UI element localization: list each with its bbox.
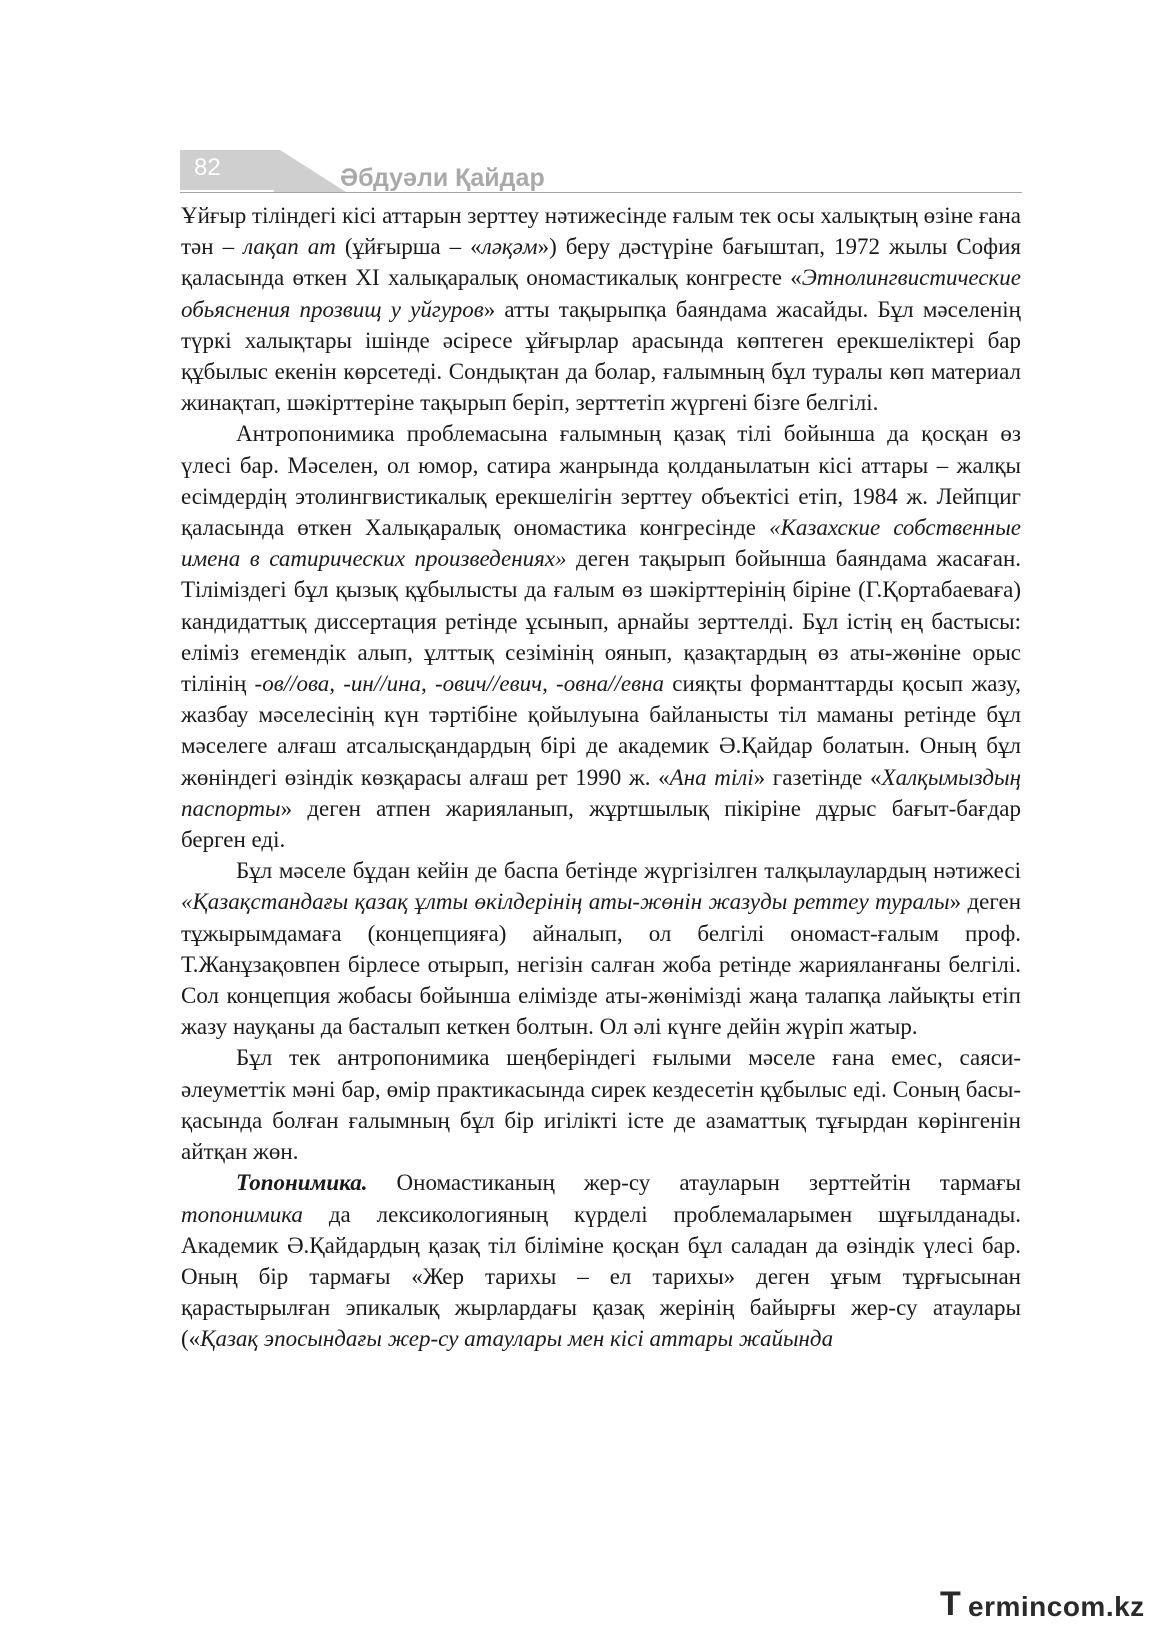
text-run: Бұл тек антропонимика шеңберіндегі ғылыми мәселе ғана емес, саяси-әлеуметтік мәні бар, өмір практикасында сирек кездесетін құбылыс еді. Соның басы-қасында болған ғалымның бұл бір игілікті істе де азаматтық тұғырдан көрінгенін айтқан жөн. <box>181 1045 1021 1165</box>
emphasized-text: «Казахские собственные имена в сатирических произведениях» <box>181 515 1021 572</box>
emphasized-text: Ана тілі <box>669 764 754 790</box>
text-run: сияқты форманттарды қосып жазу, жазбау мәселесінің күн тәртібіне қойылуына байланысты тіл маманы ретінде бұл мәселеге алғаш атсалысқандардың бірі де академик Ә.Қайдар болатын. Оның бұл жөніндегі өзіндік көзқарасы алғаш рет 1990 ж. « <box>181 671 1021 790</box>
logo-initial: T <box>940 1585 961 1623</box>
text-run: (ұйғырша – « <box>335 234 482 260</box>
paragraph <box>181 1042 1021 1167</box>
text-run: деген тақырып бойынша баяндама жасаған. Тіліміздегі бұл қызық құбылысты да ғалым өз шәкірттерінің біріне (Г.Қортабаеваға) кандидаттық диссертация ретінде ұсынып, арнайы зерттелді. Бұл істің ең бастысы: еліміз егемендік алып, ұлттық сезімінің оянып, қазақтардың өз аты-жөніне орыс тілінің <box>181 546 1021 697</box>
paragraph <box>181 200 1021 418</box>
text-run: Антропонимика проблемасына ғалымның қазақ тілі бойынша да қосқан өз үлесі бар. Мәселен, ол юмор, сатира жанрында қолданылатын кісі аттары – жалқы есімдердің этолингвистикалық ерекшелігін зерттеу объектісі етіп, 1984 ж. Лейпциг қаласында өткен Халықаралық ономастика конгресінде <box>181 421 1021 541</box>
emphasized-text: ләқәм <box>481 234 538 260</box>
text-run: » деген атпен жарияланып, жұртшылық пікіріне дұрыс бағыт-бағдар берген еді. <box>181 795 1021 853</box>
text-run: Ономастиканың жер-су атауларын зерттейтін тармағы <box>367 1170 1021 1196</box>
text-run: Ұйғыр тіліндегі кісі аттарын зерттеу нәтижесінде ғалым тек осы халықтың өзіне ғана тән – <box>181 203 1022 260</box>
paragraph <box>181 1167 1021 1354</box>
text-run: » газетінде « <box>753 764 882 790</box>
emphasized-text: Қазақ эпосындағы жер-су атаулары мен кісі аттары жайында <box>200 1326 834 1352</box>
running-title: Әбдуәли Қайдар <box>340 164 545 192</box>
emphasized-text: -ов//ова, -ин//ина, -ович//евич, -овна//евна <box>254 671 664 697</box>
site-logo <box>940 1585 1145 1625</box>
emphasized-text: «Қазақстандағы қазақ ұлты өкілдерінің аты-жөнін жазуды реттеу туралы <box>181 889 950 915</box>
emphasized-text: Халқымыздың паспорты <box>181 764 1021 821</box>
text-run: ») беру дәстүріне бағыштап, 1972 жылы София қаласында өткен XI халықаралық ономастикалық конгресте « <box>181 234 1021 291</box>
page-header <box>180 150 1020 200</box>
emphasized-text: Топонимика. <box>236 1170 368 1196</box>
page-number: 82 <box>194 154 221 181</box>
paragraph <box>181 418 1021 855</box>
body-text <box>181 200 1021 1355</box>
emphasized-text: топонимика <box>181 1201 303 1227</box>
logo-text: ermincom.kz <box>968 1591 1145 1622</box>
text-run: да лексикологияның күрделі проблемаларымен шұғылданады. Академик Ә.Қайдардың қазақ тіл біліміне қосқан бұл саладан да өзіндік үлесі бар. Оның бір тармағы «Жер тарихы – ел тарихы» деген ұғым тұрғысынан қарастырылған эпикалық жырлардағы қазақ жерінің байырғы жер-су атаулары (« <box>181 1201 1021 1352</box>
paragraph <box>181 855 1021 1042</box>
text-run: » деген тұжырымдамаға (концепцияға) айналып, ол белгілі ономаст-ғалым проф. Т.Жанұзақовпен бірлесе отырып, негізін салған жоба ретінде жарияланғаны белгілі. Сол концепция жобасы бойынша елімізде аты-жөнімізді жаңа талапқа лайықты етіп жазу науқаны да басталып кеткен болтын. Ол әлі күнге дейін жүріп жатыр. <box>181 889 1022 1040</box>
text-run: Бұл мәселе бұдан кейін де баспа бетінде жүргізілген талқылаулардың нәтижесі <box>236 858 1021 884</box>
emphasized-text: лақап ат <box>243 234 336 260</box>
header-rule <box>180 192 1022 193</box>
emphasized-text: Этнолингвистические обьяснения прозвищ у уйгуров <box>181 265 1021 322</box>
text-run: » атты тақырыпқа баяндама жасайды. Бұл мәселенің түркі халықтары ішінде әсіресе ұйғырлар арасында көптеген ерекшеліктері бар құбылыс екенін көрсетеді. Сондықтан да болар, ғалымның бұл туралы көп материал жинақтап, шәкірттеріне тақырып беріп, зерттетіп жүргені бізге белгілі. <box>181 296 1021 416</box>
